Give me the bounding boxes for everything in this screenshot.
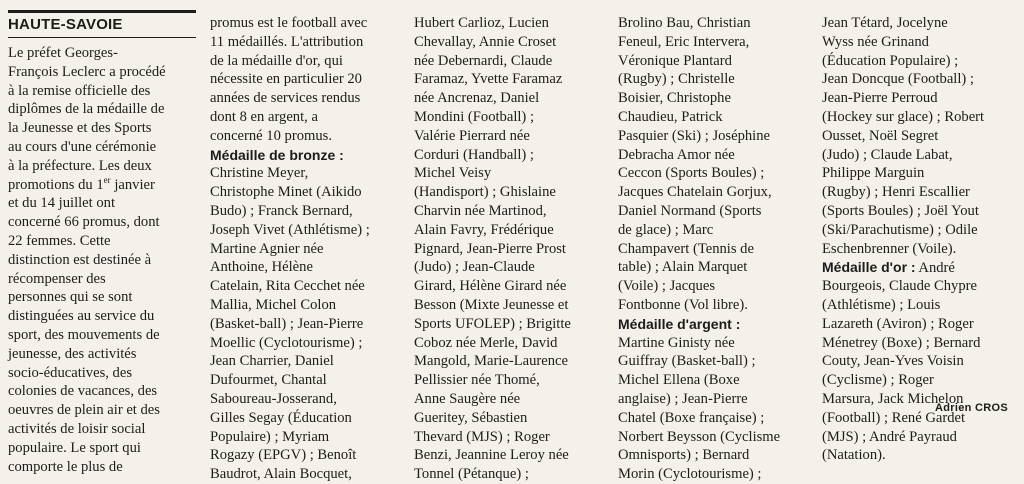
text-line: Gilles Segay (Éducation xyxy=(210,409,352,426)
author-signature: Adrien CROS xyxy=(935,402,1008,414)
subheading-or: Médaille d'or : xyxy=(822,259,916,276)
text-line: Couty, Jean-Yves Voisin xyxy=(822,353,964,370)
text-line: (Ski/Parachutisme) ; Odile xyxy=(822,221,978,238)
text-line: distinguées au service du xyxy=(8,308,155,325)
text-fragment: janvier xyxy=(110,176,155,193)
text-line: Champavert (Tennis de xyxy=(618,240,754,257)
text-line: Pignard, Jean-Pierre Prost xyxy=(414,240,566,257)
text-line: Anne Saugère née xyxy=(414,390,521,407)
text-line: Chaudieu, Patrick xyxy=(618,108,723,125)
text-line: socio-éducatives, des xyxy=(8,364,133,381)
text-line: Corduri (Handball) ; xyxy=(414,146,534,163)
text-line: (Handisport) ; Ghislaine xyxy=(414,184,556,201)
text-line: personnes qui se sont xyxy=(8,289,133,306)
text-line: Coboz née Merle, David xyxy=(414,334,558,351)
text-line: table) ; Alain Marquet xyxy=(618,259,748,276)
text-line: Christophe Minet (Aikido xyxy=(210,184,362,201)
text-line: activités de loisir social xyxy=(8,420,146,437)
text-line: (Natation). xyxy=(822,447,886,464)
text-line: (Judo) ; Jean-Claude xyxy=(414,259,535,276)
text-line: Feneul, Eric Intervera, xyxy=(618,33,750,50)
text-line: Baudrot, Alain Bocquet, xyxy=(210,466,352,483)
text-line: concerné 10 promus. xyxy=(210,127,332,144)
article-column-3 xyxy=(414,14,610,484)
text-line: à la remise officielle des xyxy=(8,82,151,99)
article-column-4 xyxy=(618,14,814,484)
text-line: Tonnel (Pétanque) ; xyxy=(414,466,529,483)
text-line: Dufourmet, Chantal xyxy=(210,372,327,389)
text-line: (Football) ; René Gardet xyxy=(822,409,966,426)
text-line: Brolino Bau, Christian xyxy=(618,15,751,31)
text-line: Debracha Amor née xyxy=(618,146,735,163)
text-line: 22 femmes. Cette xyxy=(8,232,111,249)
text-line: (Cyclisme) ; Roger xyxy=(822,372,934,389)
text-line: Eschenbrenner (Voile). xyxy=(822,240,957,257)
text-line: Omnisports) ; Bernard xyxy=(618,447,750,464)
text-fragment: promotions du 1 xyxy=(8,176,104,193)
text-line: la Jeunesse et des Sports xyxy=(8,120,152,137)
text-line: distinction est destinée à xyxy=(8,251,152,268)
text-line: Jean Charrier, Daniel xyxy=(210,353,334,370)
text-line xyxy=(822,258,1018,277)
text-line: Benzi, Jeannine Leroy née xyxy=(414,447,569,464)
text-line: récompenser des xyxy=(8,270,106,287)
text-line: (Rugby) ; Henri Escallier xyxy=(822,184,970,201)
text-line: de glace) ; Marc xyxy=(618,221,714,238)
text-line: et du 14 juillet ont xyxy=(8,195,116,212)
text-line: Martine Agnier née xyxy=(210,240,324,257)
text-line: sport, des mouvements de xyxy=(8,326,160,343)
text-line: 11 médaillés. L'attribution xyxy=(210,33,364,50)
text-line: Norbert Beysson (Cyclisme xyxy=(618,428,781,445)
text-line: Guiffray (Basket-ball) ; xyxy=(618,353,756,370)
text-line: nécessite en particulier 20 xyxy=(210,71,362,88)
text-line: (MJS) ; André Payraud xyxy=(822,428,957,445)
text-line: Wyss née Grinand xyxy=(822,33,929,50)
text-line: Le préfet Georges- xyxy=(8,45,118,61)
text-line: jeunesse, des activités xyxy=(8,345,137,362)
section-title: HAUTE-SAVOIE xyxy=(8,16,123,33)
text-line: Budo) ; Franck Bernard, xyxy=(210,202,353,219)
text-line: Thevard (MJS) ; Roger xyxy=(414,428,550,445)
text-line: concerné 66 promus, dont xyxy=(8,214,160,231)
text-line: (Judo) ; Claude Labat, xyxy=(822,146,953,163)
text-line: anglaise) ; Jean-Pierre xyxy=(618,390,748,407)
text-line: Véronique Plantard xyxy=(618,52,732,69)
text-line: Mangold, Marie-Laurence xyxy=(414,353,568,370)
text-line: Pasquier (Ski) ; Joséphine xyxy=(618,127,771,144)
text-line: années de services rendus xyxy=(210,90,361,107)
text-line: Ménetrey (Boxe) ; Bernard xyxy=(822,334,981,351)
text-line: populaire. Le sport qui xyxy=(8,439,141,456)
text-line: Philippe Marguin xyxy=(822,165,925,182)
text-line: Bourgeois, Claude Chypre xyxy=(822,278,977,295)
text-line: née Debernardi, Claude xyxy=(414,52,553,69)
text-line: Daniel Normand (Sports xyxy=(618,202,762,219)
header-divider xyxy=(8,37,196,38)
text-line xyxy=(8,176,198,195)
text-line: Alain Favry, Frédérique xyxy=(414,221,554,238)
text-line: Chatel (Boxe française) ; xyxy=(618,409,765,426)
text-line: Sports UFOLEP) ; Brigitte xyxy=(414,315,571,332)
text-line: (Éducation Populaire) ; xyxy=(822,52,959,69)
text-line: François Leclerc a procédé xyxy=(8,63,166,80)
text-line: Ousset, Noël Segret xyxy=(822,127,939,144)
text-line: Girard, Hélène Girard née xyxy=(414,278,567,295)
text-line: née Ancrenaz, Daniel xyxy=(414,90,540,107)
text-fragment: André xyxy=(915,260,955,277)
text-line: Anthoine, Hélène xyxy=(210,259,313,276)
text-line: au cours d'une cérémonie xyxy=(8,138,157,155)
text-line: colonies de vacances, des xyxy=(8,383,158,400)
text-line: (Hockey sur glace) ; Robert xyxy=(822,108,985,125)
text-line: Ceccon (Sports Boules) ; xyxy=(618,165,765,182)
text-line: Michel Ellena (Boxe xyxy=(618,372,740,389)
text-line: Chevallay, Annie Croset xyxy=(414,33,557,50)
text-line: Saboureau-Josserand, xyxy=(210,390,337,407)
article-column-1 xyxy=(8,44,198,476)
text-line: à la préfecture. Les deux xyxy=(8,157,152,174)
text-line: Gueritey, Sébastien xyxy=(414,409,528,426)
text-line: Pellissier née Thomé, xyxy=(414,372,540,389)
text-line: dont 8 en argent, a xyxy=(210,108,318,125)
text-line: Jean Doncque (Football) ; xyxy=(822,71,974,88)
text-line: Fontbonne (Vol libre). xyxy=(618,296,748,313)
text-line: (Basket-ball) ; Jean-Pierre xyxy=(210,315,364,332)
subheading-bronze: Médaille de bronze : xyxy=(210,146,344,163)
text-line: (Voile) ; Jacques xyxy=(618,278,715,295)
text-line: diplômes de la médaille de xyxy=(8,101,165,118)
text-line: Valérie Pierrard née xyxy=(414,127,530,144)
section-header xyxy=(8,10,196,43)
subheading-argent: Médaille d'argent : xyxy=(618,315,741,332)
text-line: (Athlétisme) ; Louis xyxy=(822,296,941,313)
text-line: comporte le plus de xyxy=(8,458,123,475)
text-line: Charvin née Martinod, xyxy=(414,202,547,219)
text-line: Lazareth (Aviron) ; Roger xyxy=(822,315,974,332)
text-line: (Sports Boules) ; Joël Yout xyxy=(822,202,979,219)
text-line: Besson (Mixte Jeunesse et xyxy=(414,296,569,313)
text-line: Populaire) ; Myriam xyxy=(210,428,330,445)
text-line: Moellic (Cyclotourisme) ; xyxy=(210,334,363,351)
text-line: Jean-Pierre Perroud xyxy=(822,90,938,107)
text-line: Faramaz, Yvette Faramaz xyxy=(414,71,563,88)
text-line: Mallia, Michel Colon xyxy=(210,296,337,313)
text-line: Joseph Vivet (Athlétisme) ; xyxy=(210,221,370,238)
text-line: Mondini (Football) ; xyxy=(414,108,534,125)
text-line: (Rugby) ; Christelle xyxy=(618,71,735,88)
text-line: Hubert Carlioz, Lucien xyxy=(414,15,549,31)
text-line: Rogazy (EPGV) ; Benoît xyxy=(210,447,357,464)
text-line: Morin (Cyclotourisme) ; xyxy=(618,466,762,483)
text-line: Michel Veisy xyxy=(414,165,492,182)
text-line: Catelain, Rita Cecchet née xyxy=(210,278,365,295)
text-line: Christine Meyer, xyxy=(210,165,309,182)
text-line: promus est le football avec xyxy=(210,15,368,31)
text-line: Jean Tétard, Jocelyne xyxy=(822,15,948,31)
text-line: Marsura, Jack Michelon xyxy=(822,390,964,407)
text-line: Martine Ginisty née xyxy=(618,334,735,351)
ordinal-superscript: er xyxy=(103,174,111,185)
article-column-2 xyxy=(210,14,406,484)
article-column-5 xyxy=(822,14,1018,465)
text-line: de la médaille d'or, qui xyxy=(210,52,343,69)
text-line: Jacques Chatelain Gorjux, xyxy=(618,184,772,201)
text-line: oeuvres de plein air et des xyxy=(8,402,160,419)
text-line: Boisier, Christophe xyxy=(618,90,731,107)
